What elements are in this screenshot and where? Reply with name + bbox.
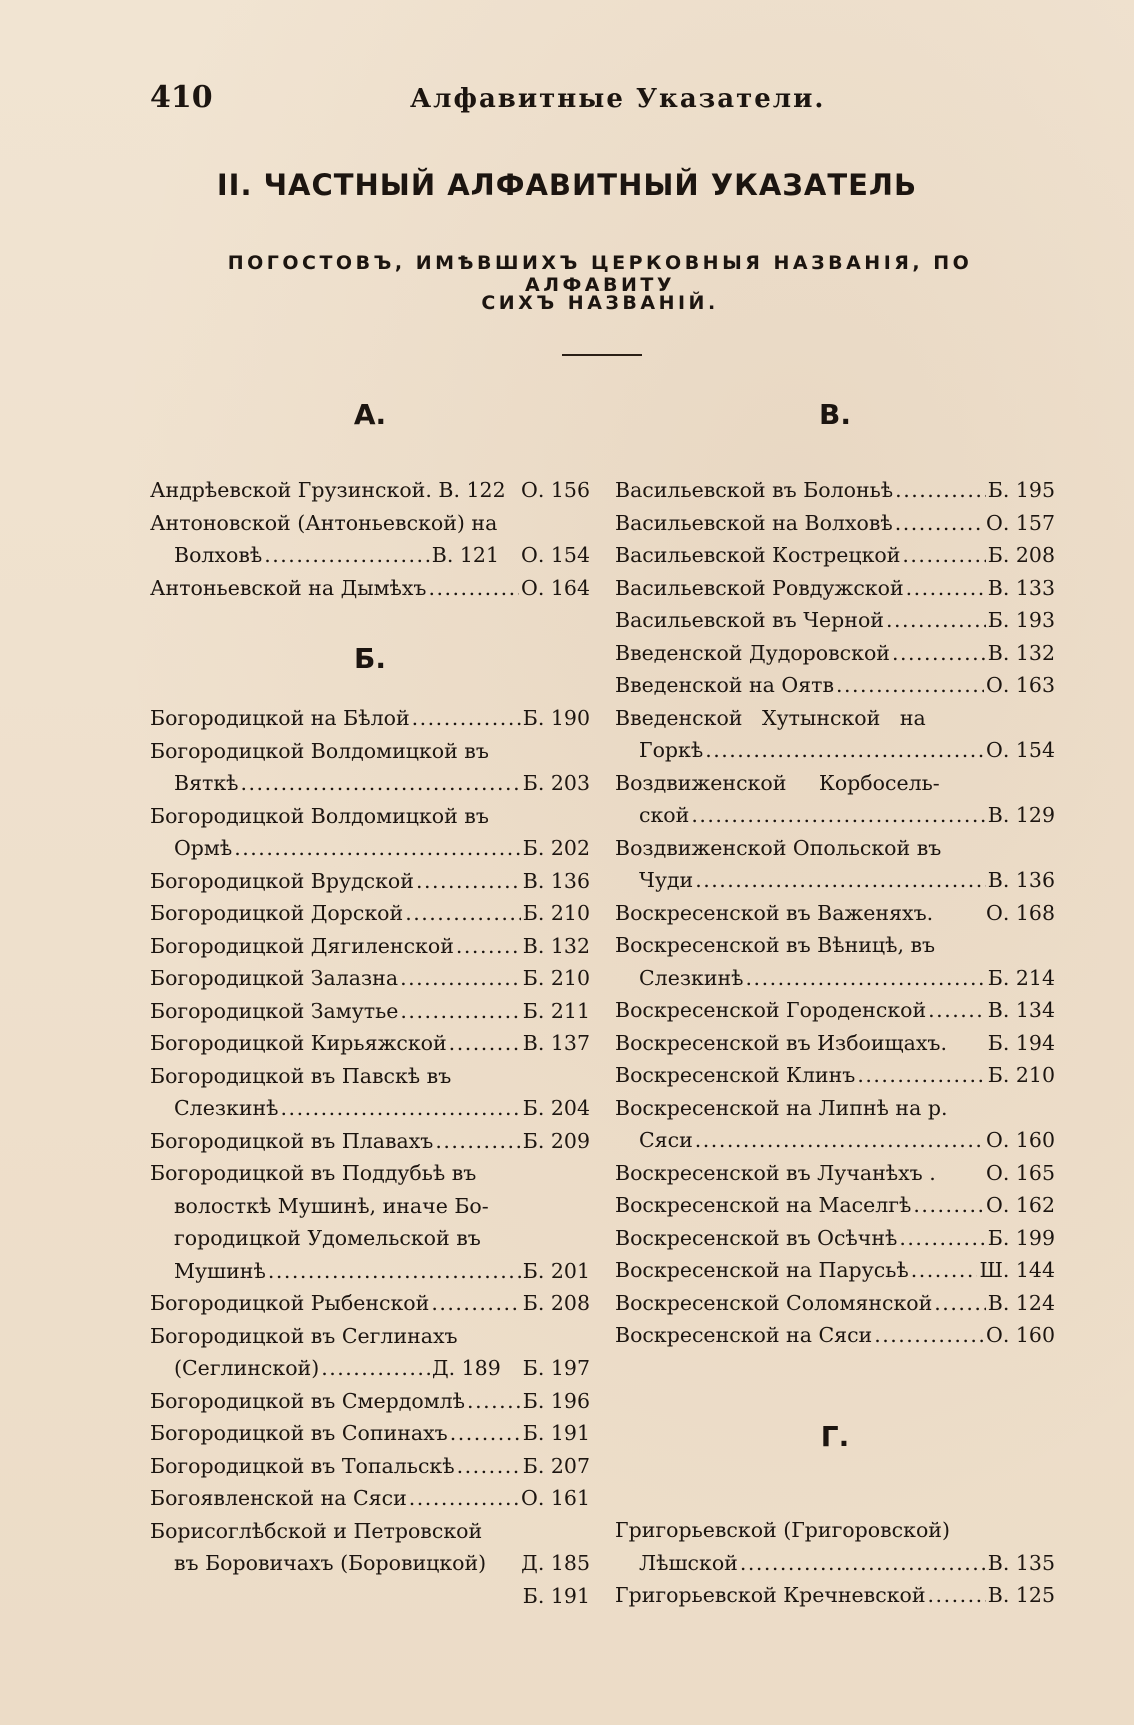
entry-ref: В. 134 [987, 998, 1055, 1022]
section-letter-g: Г. [820, 1420, 850, 1453]
title-divider [562, 354, 642, 356]
entry-ref: О. 154 [521, 543, 590, 567]
entry-ref: Б. 196 [522, 1388, 590, 1413]
entry-ref: В. 132 [987, 640, 1055, 665]
entry-text: Введенской Дудоровской [615, 640, 890, 665]
entry-text: Васильевской Ровдужской [615, 575, 904, 600]
entry-text: Богородицкой Волдомицкой въ [150, 803, 489, 828]
entry-text: Васильевской на Волховѣ [615, 510, 893, 535]
entry-text: Григорьевской (Григоровской) [615, 1518, 950, 1542]
entry-text: Воскресенской Соломянской [615, 1290, 933, 1315]
entry-text: (Сеглинской) [174, 1356, 320, 1380]
entry-text: Сяси [639, 1128, 693, 1152]
entry-ref: Б. 210 [987, 1063, 1055, 1087]
entry-ref: Ш. 144 [979, 1258, 1055, 1282]
entry-ref: В. 135 [987, 1550, 1055, 1575]
entry-ref: Б. 210 [522, 901, 590, 925]
entry-ref: Б. 203 [522, 771, 590, 795]
index-subtitle-line1: ПОГОСТОВЪ, ИМѢВШИХЪ ЦЕРКОВНЫЯ НАЗВАНІЯ, ПО АЛФАВИТУ [227, 252, 973, 296]
entry-ref: Б. 210 [522, 966, 590, 990]
entry-ref: Б. 208 [522, 1291, 590, 1315]
entry-text: Воздвиженской Корбосель- [615, 770, 940, 795]
entry-ref: Б. 204 [522, 1096, 590, 1120]
entry-ref: О. 162 [986, 1193, 1055, 1217]
entry-ref: В. 136 [522, 868, 590, 893]
index-entry [615, 474, 1055, 1352]
entry-text: Чуди [639, 868, 694, 892]
entry-text: Вяткѣ [174, 771, 239, 795]
entry-text: Богородицкой на Бѣлой [150, 706, 410, 730]
entry-ref: Б. 208 [987, 543, 1055, 567]
entry-text: городицкой Удомельской въ [174, 1226, 481, 1250]
entry-text: Богородицкой въ Смердомлѣ [150, 1388, 466, 1413]
section-letter-a: А. [353, 398, 387, 431]
entry-text: Богородицкой въ Поддубьѣ въ [150, 1161, 477, 1185]
entry-ref: В. 124 [987, 1290, 1055, 1315]
entry-text: Богородицкой Дягиленской [150, 933, 454, 958]
entry-ref: О. 157 [986, 510, 1055, 535]
entry-text: Воскресенской Городенской [615, 998, 927, 1022]
entry-ref: Д. 185 [521, 1551, 590, 1575]
entry-ref: Б. 199 [987, 1225, 1055, 1250]
entry-text: Богородицкой Волдомицкой въ [150, 738, 489, 763]
entry-text: Волховѣ [174, 543, 263, 567]
entry-text: Ормѣ [174, 836, 233, 860]
entry-text: Воскресенской въ Важеняхъ. [615, 900, 934, 925]
entry-text: Богородицкой Залазна [150, 966, 399, 990]
entry-ref: Б. 191 [522, 1421, 590, 1445]
entry-ref: Б. 211 [522, 998, 590, 1023]
entry-ref: Б. 195 [987, 478, 1055, 502]
entry-text: Богоявленской на Сяси [150, 1486, 407, 1510]
entry-ref: О. 160 [986, 1323, 1055, 1347]
entry-ref-secondary: В. 121 [431, 543, 500, 567]
entry-text: Богородицкой Врудской [150, 868, 414, 893]
entry-text: волосткѣ Мушинѣ, иначе Бо- [174, 1193, 489, 1218]
entry-text: Введенской на Оятв [615, 673, 834, 697]
entry-ref: В. 136 [987, 868, 1055, 892]
entry-ref: В. 132 [522, 933, 590, 958]
entry-text: Богородицкой Замутье [150, 998, 399, 1023]
entry-ref: Б. 214 [987, 965, 1055, 990]
entry-ref: Б. 207 [522, 1453, 590, 1478]
index-entry [150, 474, 590, 604]
entry-text: Богородицкой въ Сопинахъ [150, 1421, 448, 1445]
entry-text: Горкѣ [639, 738, 704, 762]
entry-text: Воскресенской на Маселгѣ [615, 1193, 912, 1217]
entry-text: Воскресенской на Сяси [615, 1323, 873, 1347]
entry-text: Васильевской въ Болоньѣ [615, 478, 894, 502]
entry-text: Богородицкой въ Топальскѣ [150, 1453, 455, 1478]
entry-text: въ Боровичахъ (Боровицкой) [174, 1551, 487, 1575]
entry-ref: Б. 201 [522, 1258, 590, 1283]
entry-ref: Б. 202 [522, 836, 590, 860]
entry-text: Введенской Хутынской на [615, 705, 926, 730]
entry-text: Григорьевской Кречневской [615, 1583, 926, 1607]
entry-ref: О. 168 [986, 900, 1055, 925]
entry-ref: О. 161 [521, 1486, 590, 1510]
entry-ref: О. 165 [986, 1160, 1055, 1185]
index-title: II. ЧАСТНЫЙ АЛФАВИТНЫЙ УКАЗАТЕЛЬ [216, 168, 918, 202]
entry-text: Воскресенской Клинъ [615, 1063, 856, 1087]
entry-ref: О. 154 [986, 738, 1055, 762]
entry-text: Богородицкой въ Павскѣ въ [150, 1063, 452, 1088]
entry-text: Антоньевской на Дымѣхъ [150, 575, 427, 600]
entry-ref: В. 125 [987, 1583, 1055, 1607]
entry-ref: О. 156 [521, 478, 590, 502]
index-entry [150, 702, 590, 1612]
page-number: 410 [150, 80, 213, 115]
entry-ref: Б. 190 [522, 706, 590, 730]
entry-ref: Б. 209 [522, 1128, 590, 1153]
entry-text: Богородицкой въ Плавахъ [150, 1128, 434, 1153]
entry-ref: О. 160 [986, 1128, 1055, 1152]
running-title: Алфавитные Указатели. [410, 84, 826, 114]
entry-ref: В. 129 [987, 803, 1055, 827]
entry-ref-secondary: Д. 189 [431, 1356, 501, 1380]
index-entry [615, 1514, 1055, 1612]
entry-text: Богородицкой Кирьяжской [150, 1031, 447, 1055]
entry-text: Слезкинѣ [174, 1096, 279, 1120]
entry-text: Воскресенской въ Осѣчнѣ [615, 1225, 898, 1250]
entry-text: Лѣшской [639, 1550, 738, 1575]
entry-ref: О. 164 [521, 575, 590, 600]
entry-text: Богородицкой Рыбенской [150, 1291, 430, 1315]
entry-text: Антоновской (Антоньевской) на [150, 510, 498, 535]
entry-text: Воскресенской на Липнѣ на р. [615, 1095, 948, 1120]
entry-text: Богородицкой въ Сеглинахъ [150, 1323, 458, 1348]
entry-ref: Б. 197 [522, 1356, 590, 1380]
entry-text: Андрѣевской Грузинской. В. 122 [150, 478, 506, 502]
entry-ref: Б. 191 [522, 1583, 590, 1608]
entry-text: Васильевской Кострецкой [615, 543, 901, 567]
section-letter-b: Б. [354, 642, 386, 675]
entry-text: Васильевской въ Черной [615, 608, 884, 632]
entry-text: Воскресенской на Парусьѣ [615, 1258, 909, 1282]
page-header [150, 80, 1040, 120]
entry-text: Воскресенской въ Лучанѣхъ . [615, 1160, 936, 1185]
entry-text: Воскресенской въ Вѣницѣ, въ [615, 933, 936, 957]
entry-text: Воскресенской въ Избоищахъ. [615, 1030, 947, 1055]
entry-ref: О. 163 [986, 673, 1055, 697]
entry-text: Воздвиженской Опольской въ [615, 835, 942, 860]
entry-ref: Б. 193 [987, 608, 1055, 632]
entry-text: Борисоглѣбской и Петровской [150, 1518, 483, 1543]
entry-ref: Б. 194 [987, 1030, 1055, 1055]
entry-ref: В. 137 [522, 1031, 590, 1055]
section-letter-v: В. [819, 398, 851, 431]
entry-text: Богородицкой Дорской [150, 901, 404, 925]
entry-text: ской [639, 803, 690, 827]
entry-ref: В. 133 [987, 575, 1055, 600]
entry-text: Слезкинѣ [639, 965, 744, 990]
index-subtitle-line2: СИХЪ НАЗВАНІЙ. [481, 292, 719, 314]
entry-text: Мушинѣ [174, 1258, 266, 1283]
